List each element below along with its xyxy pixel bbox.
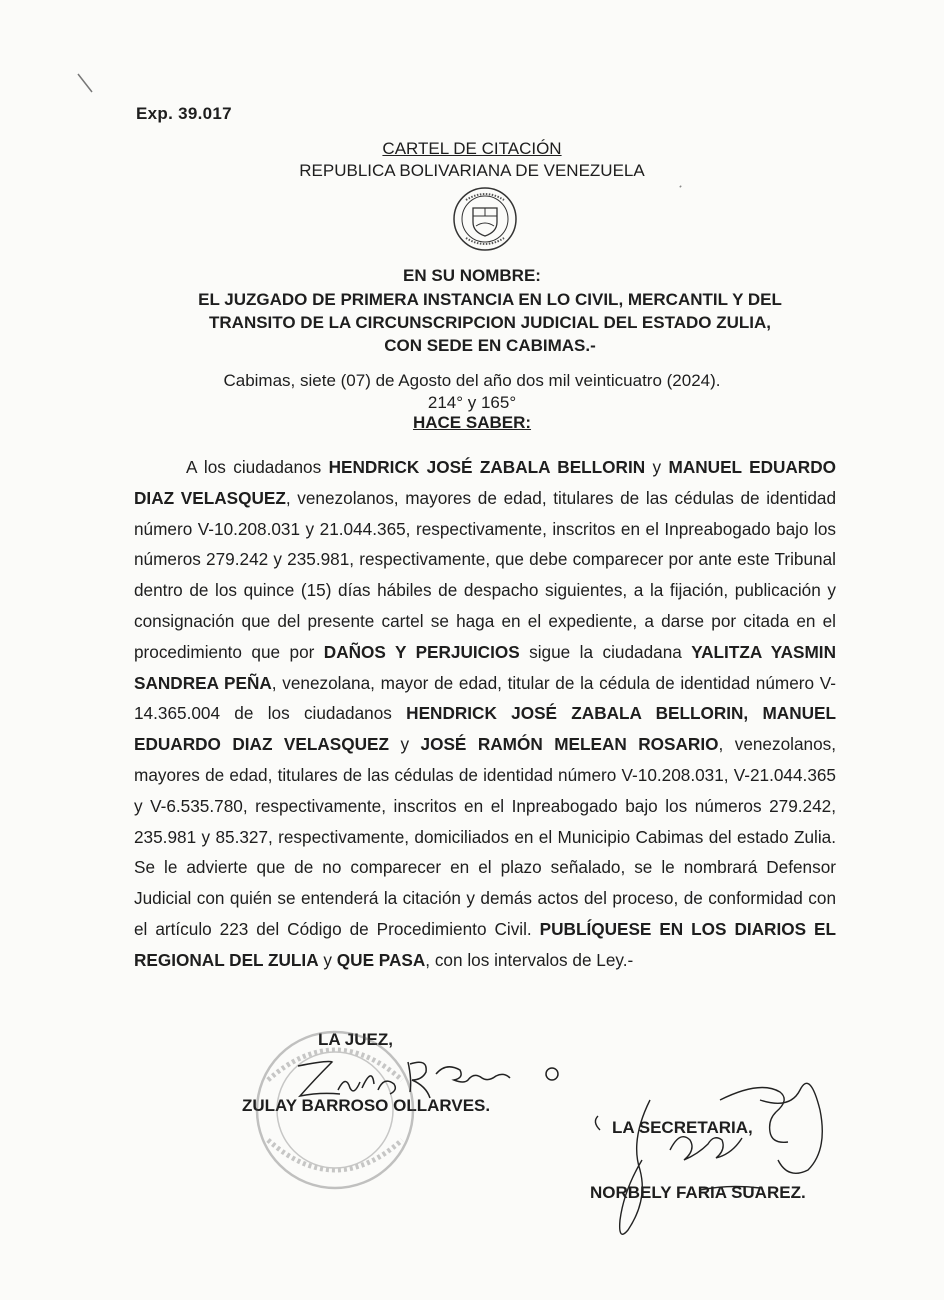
defendant-name-2: MANUEL EDUARDO DIAZ VELASQUEZ xyxy=(134,457,836,508)
en-su-nombre-heading: EN SU NOMBRE: xyxy=(403,266,541,285)
degrees-line: 214° y 165° xyxy=(427,393,517,412)
hace-saber-heading: HACE SABER: xyxy=(412,413,532,432)
secretary-title: LA SECRETARIA, xyxy=(612,1118,753,1137)
body-text-1: A los ciudadanos xyxy=(186,457,329,477)
body-text-8: y xyxy=(318,949,337,970)
judge-name: ZULAY BARROSO OLLARVES. xyxy=(242,1096,491,1115)
court-line-1: EL JUZGADO DE PRIMERA INSTANCIA EN LO CIVIL, MERCANTIL Y DEL xyxy=(198,290,782,309)
document-title: CARTEL DE CITACIÓN xyxy=(382,139,562,158)
body-text-4: sigue la ciudadana xyxy=(519,641,692,662)
scan-dot xyxy=(680,186,681,187)
defendant-names-group: HENDRICK JOSÉ ZABALA BELLORIN, MANUEL EDUARDO DIAZ VELASQUEZ xyxy=(134,703,836,755)
body-text-3: , venezolanos, mayores de edad, titulares de las cédulas de identidad número V-10.208.031 y 21.044.365, respectivamente, inscritos en el Inpreabogado bajo los números 279.242 y 235.981, respectivamente, que debe comparecer por ante este Tribunal dentro de los quince (15) días hábiles de despacho siguientes, a la fijación, publicación y consignación que del presente cartel se haga en el expediente, a darse por citada en el procedimiento que por xyxy=(134,487,837,662)
body-text-5: , venezolana, mayor de edad, titular de la cédula de identidad número V-14.365.004 de los ciudadanos xyxy=(134,672,836,724)
scan-mark xyxy=(78,74,92,92)
newspaper-name: QUE PASA xyxy=(336,949,426,970)
defendant-name-3: JOSÉ RAMÓN MELEAN ROSARIO xyxy=(420,734,719,755)
secretary-signature xyxy=(595,1083,822,1234)
plaintiff-name: YALITZA YASMIN SANDREA PEÑA xyxy=(134,641,836,693)
publication-order: PUBLÍQUESE EN LOS DIARIOS EL REGIONAL DEL ZULIA xyxy=(134,918,836,970)
court-rubber-stamp xyxy=(257,1032,413,1188)
date-line: Cabimas, siete (07) de Agosto del año dos mil veinticuatro (2024). xyxy=(223,371,721,390)
republic-heading: REPUBLICA BOLIVARIANA DE VENEZUELA xyxy=(299,161,645,180)
court-line-3: CON SEDE EN CABIMAS.- xyxy=(384,336,596,355)
body-text-7: , venezolanos, mayores de edad, titulares de las cédulas de identidad número V-10.208.031, V-21.044.365 y V-6.535.780, respectivamente, inscritos en el Inpreabogado bajo los números 279.242, 235.981 y 85.327, respectivamente, domiciliados en el Municipio Cabimas del estado Zulia. Se le advierte que de no comparecer en el plazo señalado, se le nombrará Defensor Judicial con quién se entenderá la citación y demás actos del proceso, de conformidad con el artículo 223 del Código de Procedimiento Civil. xyxy=(134,734,837,939)
judge-signature xyxy=(298,1062,558,1099)
body-text-6: y xyxy=(388,734,421,755)
court-line-2: TRANSITO DE LA CIRCUNSCRIPCION JUDICIAL DEL ESTADO ZULIA, xyxy=(209,313,771,332)
body-text-2: y xyxy=(645,457,669,477)
body-text-9: , con los intervalos de Ley.- xyxy=(425,949,634,970)
claim-type: DAÑOS Y PERJUICIOS xyxy=(323,641,520,662)
judge-title: LA JUEZ, xyxy=(318,1030,393,1049)
defendant-name-1: HENDRICK JOSÉ ZABALA BELLORIN xyxy=(328,457,646,477)
case-number: Exp. 39.017 xyxy=(136,104,232,123)
secretary-name: NORBELY FARIA SUAREZ. xyxy=(590,1183,806,1202)
